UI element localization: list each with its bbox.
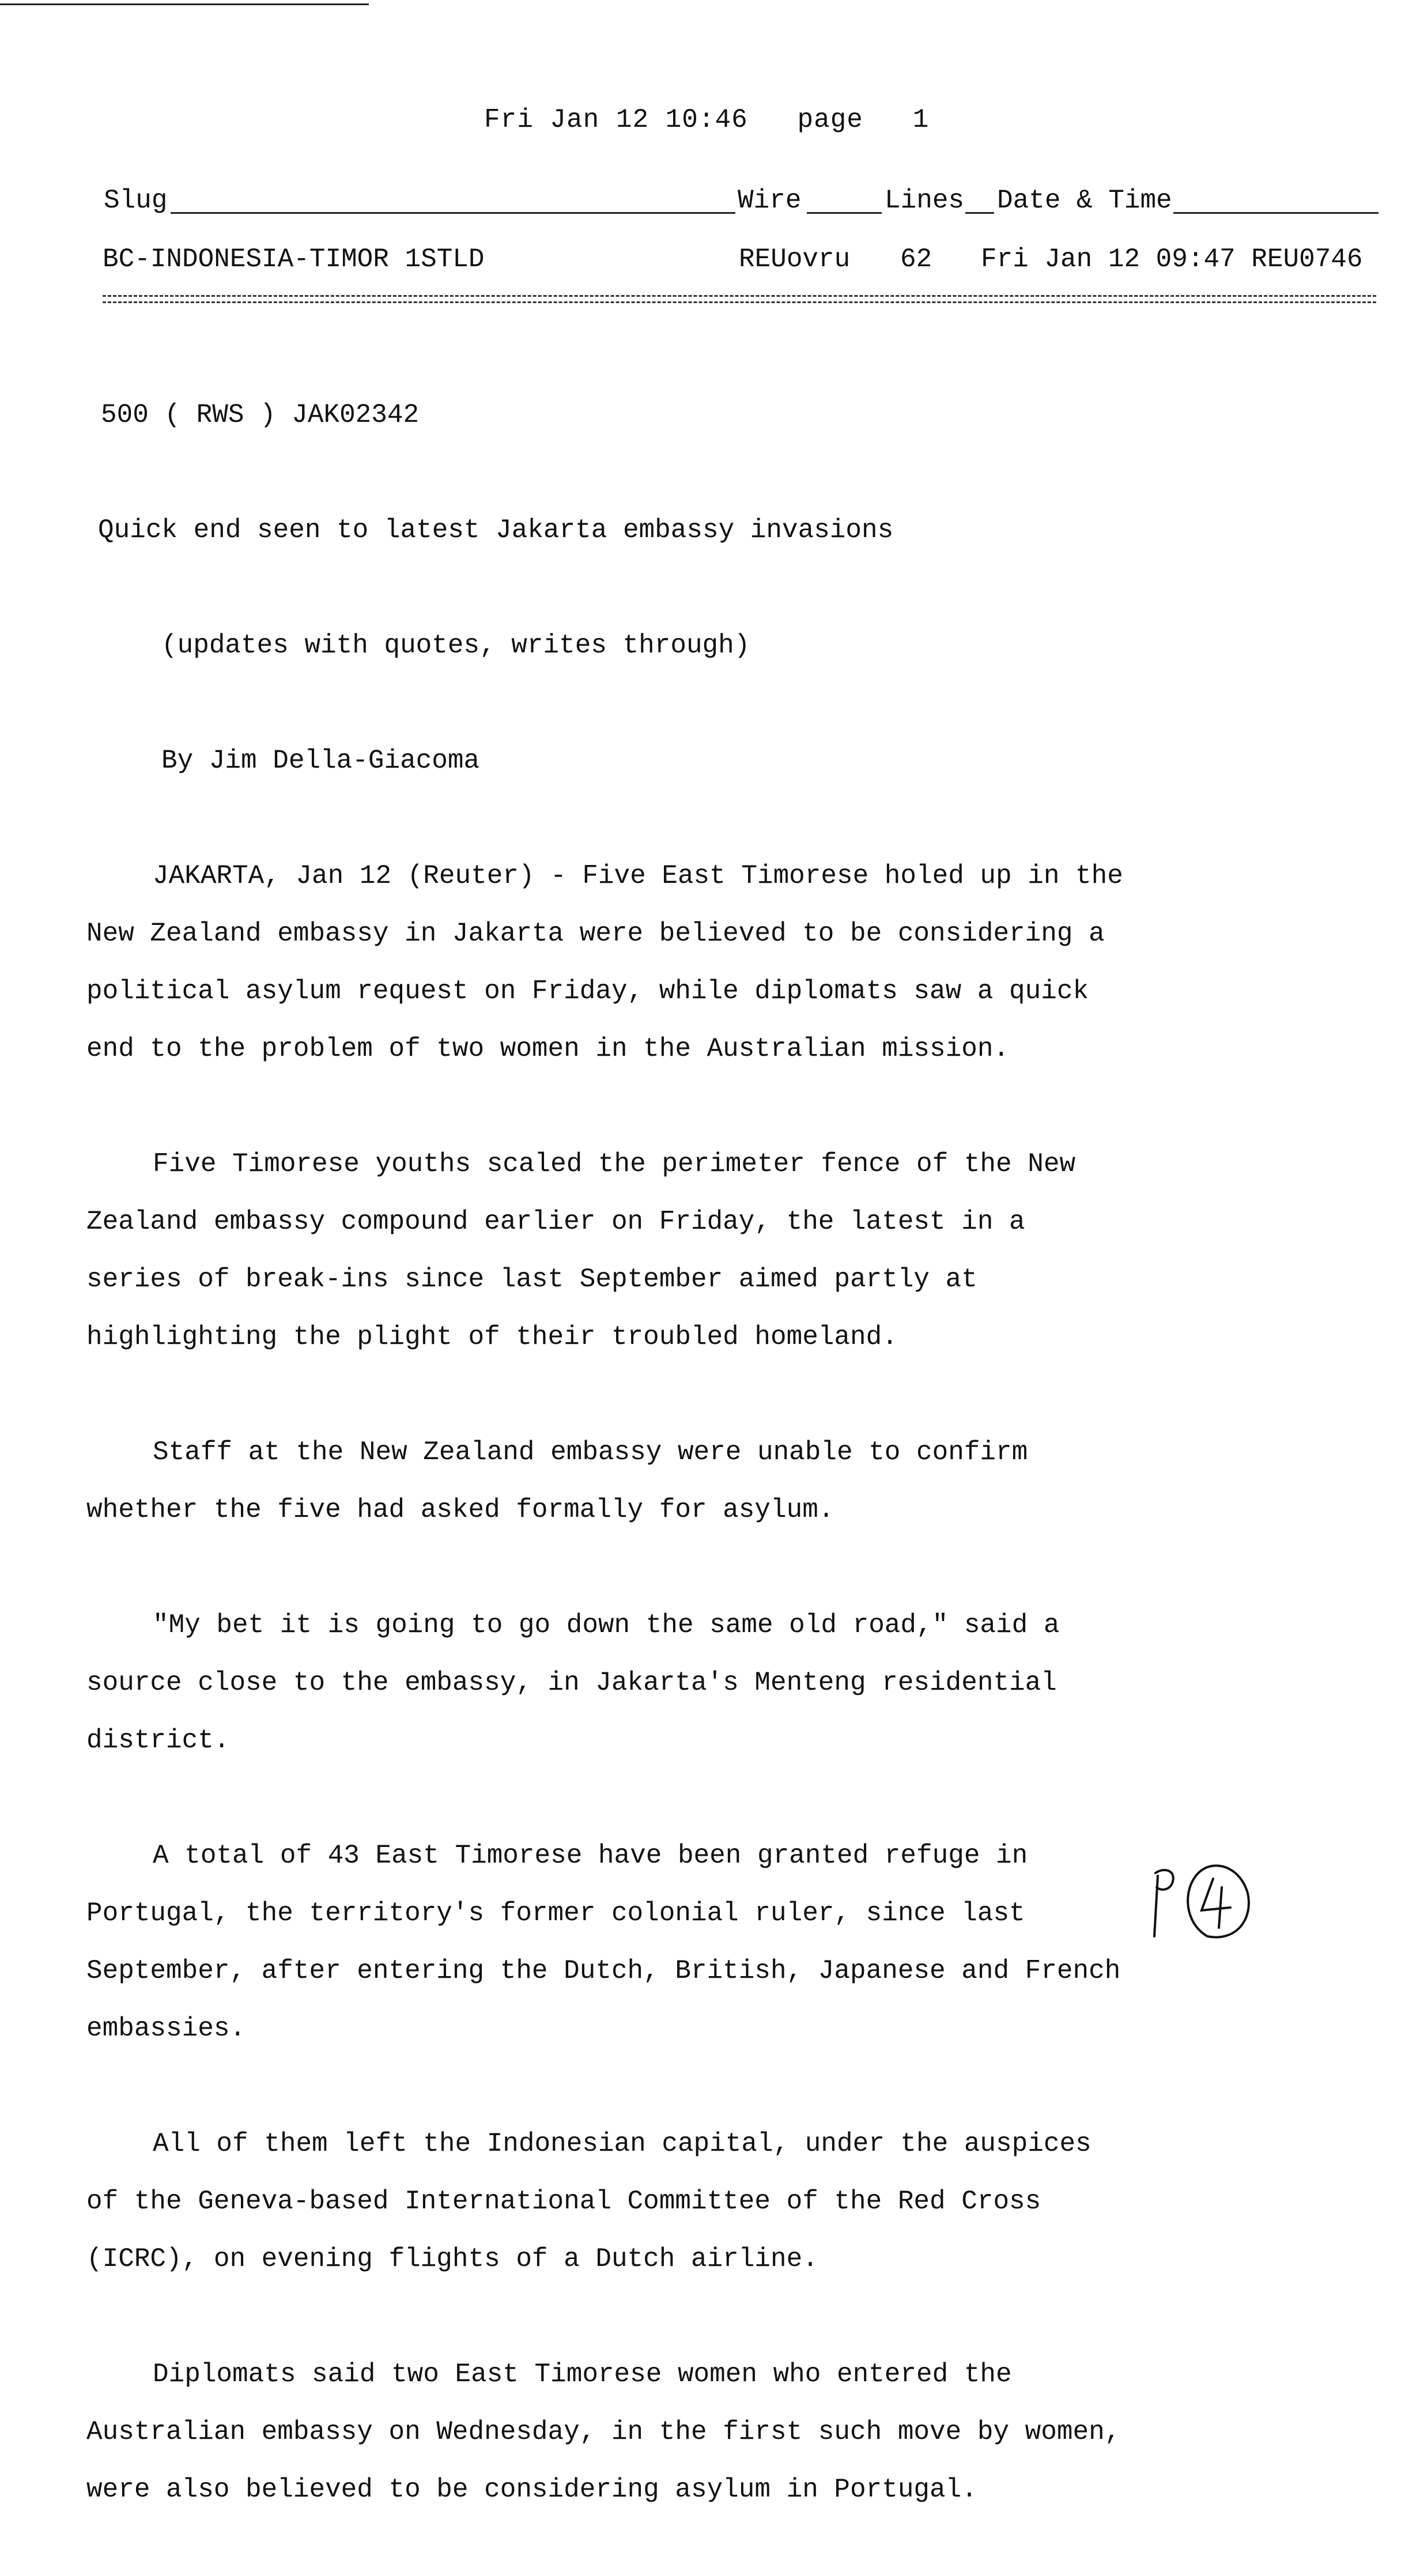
date-time-label: Date & Time — [997, 186, 1172, 216]
paragraph: Staff at the New Zealand embassy were unable to confirm whether the five had asked formally for asylum. — [86, 1437, 1028, 1525]
page-header: Fri Jan 12 10:46 page 1 — [484, 105, 930, 135]
date-time-value: Fri Jan 12 09:47 REU0746 — [981, 244, 1363, 274]
header-separator-rule — [103, 295, 1376, 303]
paragraph: A total of 43 East Timorese have been granted refuge in Portugal, the territory's former colonial ruler, since last September, after entering the Dutch, British, Japanese and French embassies. — [86, 1841, 1121, 2044]
article-body — [86, 328, 1124, 2576]
lines-label: Lines — [885, 186, 965, 216]
subhead: (updates with quotes, writes through) — [161, 630, 750, 660]
wire-underline — [807, 212, 882, 214]
paragraph: JAKARTA, Jan 12 (Reuter) - Five East Timorese holed up in the New Zealand embassy in Jakarta were believed to be considering a political asylum request on Friday, while diplomats saw a quick end to the problem of two women in the Australian mission. — [86, 861, 1123, 1064]
slug-underline — [171, 212, 730, 214]
paragraph: Five Timorese youths scaled the perimeter fence of the New Zealand embassy compound earlier on Friday, the latest in a series of break-ins since last September aimed partly at highlighting the plight of their troubled homeland. — [86, 1149, 1076, 1352]
story-code: 500 ( RWS ) JAK02342 — [101, 400, 420, 430]
field-values-row — [0, 244, 1420, 279]
lines-value: 62 — [900, 244, 932, 274]
slug-value: BC-INDONESIA-TIMOR 1STLD — [103, 244, 485, 274]
paragraph: "My bet it is going to go down the same old road," said a source close to the embassy, in Jakarta's Menteng residential district. — [86, 1610, 1060, 1755]
paragraph: All of them left the Indonesian capital, under the auspices of the Geneva-based International Committee of the Red Cross (ICRC), on evening flights of a Dutch airline. — [86, 2129, 1092, 2274]
handwritten-page-mark — [1144, 1856, 1259, 1948]
byline: By Jim Della-Giacoma — [161, 746, 480, 776]
wire-label: Wire — [738, 186, 802, 216]
field-labels-row — [0, 186, 1420, 232]
slug-label: Slug — [104, 186, 168, 216]
date-time-underline — [1173, 212, 1379, 214]
wire-value: REUovru — [739, 244, 851, 274]
headline: Quick end seen to latest Jakarta embassy invasions — [98, 515, 894, 545]
top-corner-rule — [0, 3, 369, 5]
paragraph: Diplomats said two East Timorese women who entered the Australian embassy on Wednesday, in the first such move by women, were also believed to be considering asylum in Portugal. — [86, 2359, 1121, 2505]
lines-underline — [965, 212, 994, 214]
slug-underline-end — [712, 212, 735, 214]
